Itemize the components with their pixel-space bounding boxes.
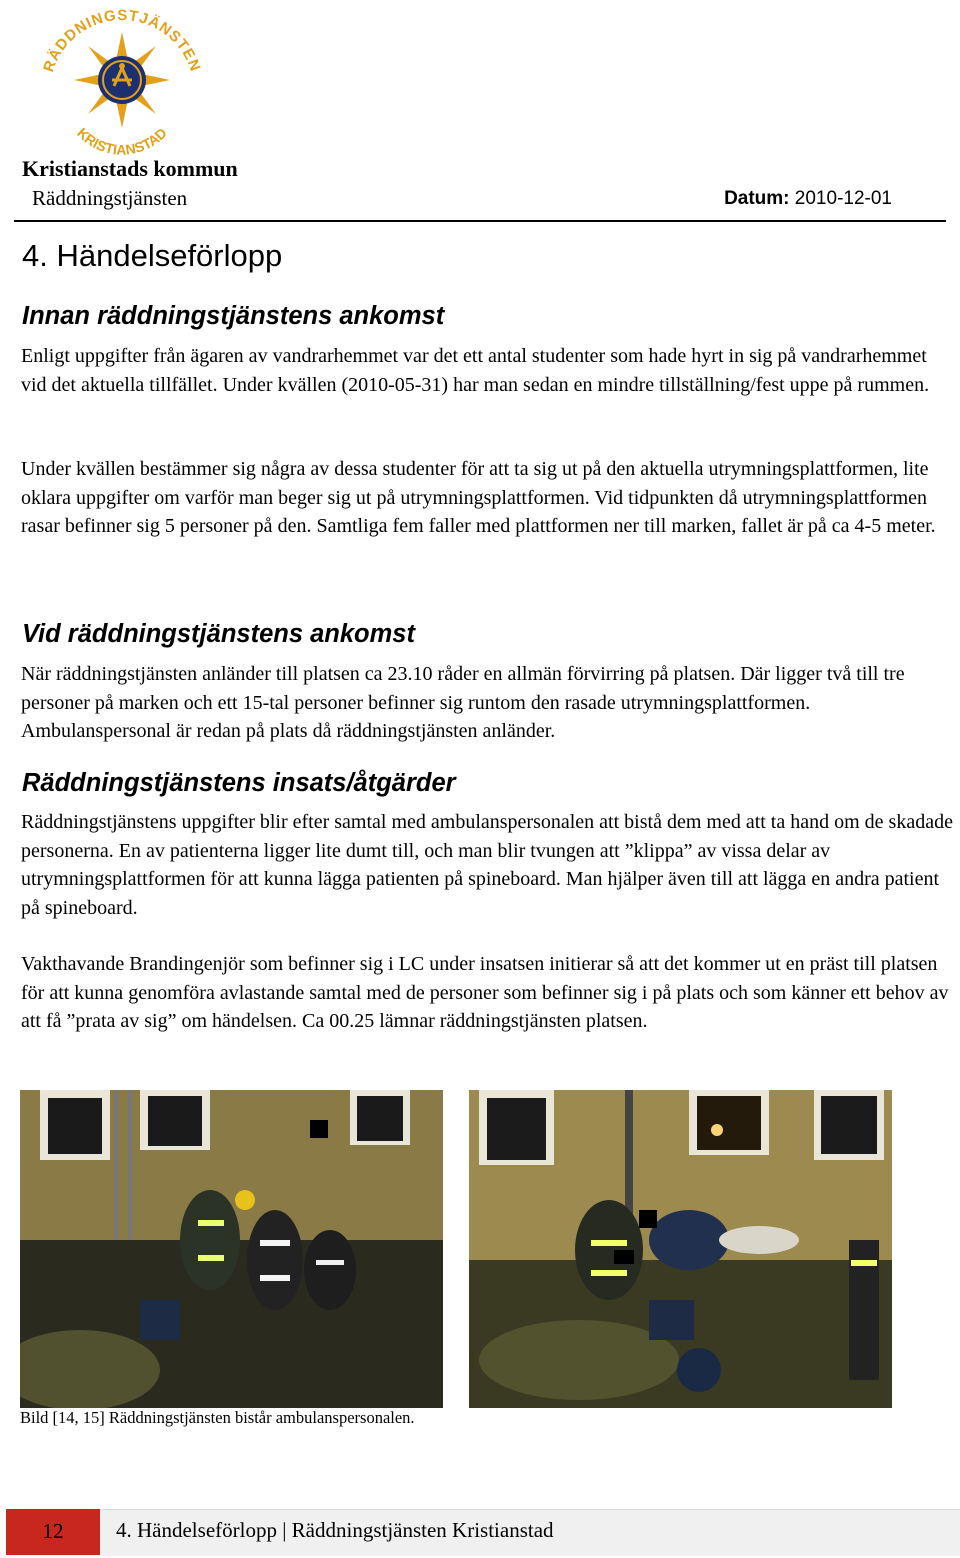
paragraph-assist-ambulance: Räddningstjänstens uppgifter blir efter samtal med ambulanspersonalen att bistå dem med att ta hand om de skadade personerna. En av patienterna ligger lite dumt till, och man blir tvungen att ”klippa” av vissa delar av utrymningsplattformen för att kunna lägga patienten på spineboard. Man hjälper även till att lägga en andra patient på spineboard. — [21, 811, 953, 919]
organization-name: Kristianstads kommun — [22, 156, 238, 181]
photo-rescue-scene-2 — [469, 1090, 892, 1408]
footer-text: 4. Händelseförlopp | Räddningstjänsten Kristianstad — [116, 1518, 554, 1542]
svg-text:KRISTIANSTAD — [74, 125, 170, 155]
paragraph-owner-report: Enligt uppgifter från ägaren av vandrarhemmet var det ett antal studenter som hade hyrt in sig på vandrarhemmet vid det aktuella tillfället. Under kvällen (2010-05-31) har man sedan en mindre tillställning/fest uppe på rummen. — [21, 345, 930, 396]
heading-before-arrival: Innan räddningstjänstens ankomst — [22, 302, 445, 330]
section-title: 4. Händelseförlopp — [22, 238, 283, 273]
photo-rescue-scene-1 — [20, 1090, 443, 1408]
logo-ring-top: RÄDDNINGSTJÄNSTEN — [40, 6, 204, 75]
date-value: 2010-12-01 — [794, 188, 892, 209]
organization-logo — [22, 0, 222, 155]
page-number: 12 — [42, 1519, 64, 1543]
header-divider — [14, 220, 946, 222]
paragraph-platform-collapse: Under kvällen bestämmer sig några av dessa studenter för att ta sig ut på den aktuella utrymningsplattformen, lite oklara uppgifter om varför man beger sig ut på utrymningsplattformen. Vid tidpunkten då utrymningsplattformen rasar befinner sig 5 personer på den. Samtliga fem faller med plattformen ner till marken, fallet är på ca 4-5 meter. — [21, 458, 936, 537]
logo-ring-bottom: KRISTIANSTAD — [74, 124, 170, 155]
heading-actions: Räddningstjänstens insats/åtgärder — [22, 769, 456, 797]
paragraph-arrival: När räddningstjänsten anländer till platsen ca 23.10 råder en allmän förvirring på platsen. Där ligger två till tre personer på marken och ett 15-tal personer befinner sig runtom den rasade utrymningsplattformen. Ambulanspersonal är redan på plats då räddningstjänsten anländer. — [21, 663, 905, 742]
document-date — [724, 188, 892, 210]
date-label: Datum: — [724, 188, 790, 209]
department-name: Räddningstjänsten — [32, 186, 188, 210]
figure-caption: Bild [14, 15] Räddningstjänsten bistår ambulanspersonalen. — [20, 1408, 415, 1427]
logo-emblem-icon — [22, 0, 222, 155]
paragraph-priest: Vakthavande Brandingenjör som befinner sig i LC under insatsen initierar så att det kommer ut en präst till platsen för att kunna genomföra avlastande samtal med de personer som befinner sig i på plats och som känner ett behov av att få ”prata av sig” om händelsen. Ca 00.25 lämnar räddningstjänsten platsen. — [21, 953, 949, 1032]
heading-on-arrival: Vid räddningstjänstens ankomst — [22, 620, 415, 648]
